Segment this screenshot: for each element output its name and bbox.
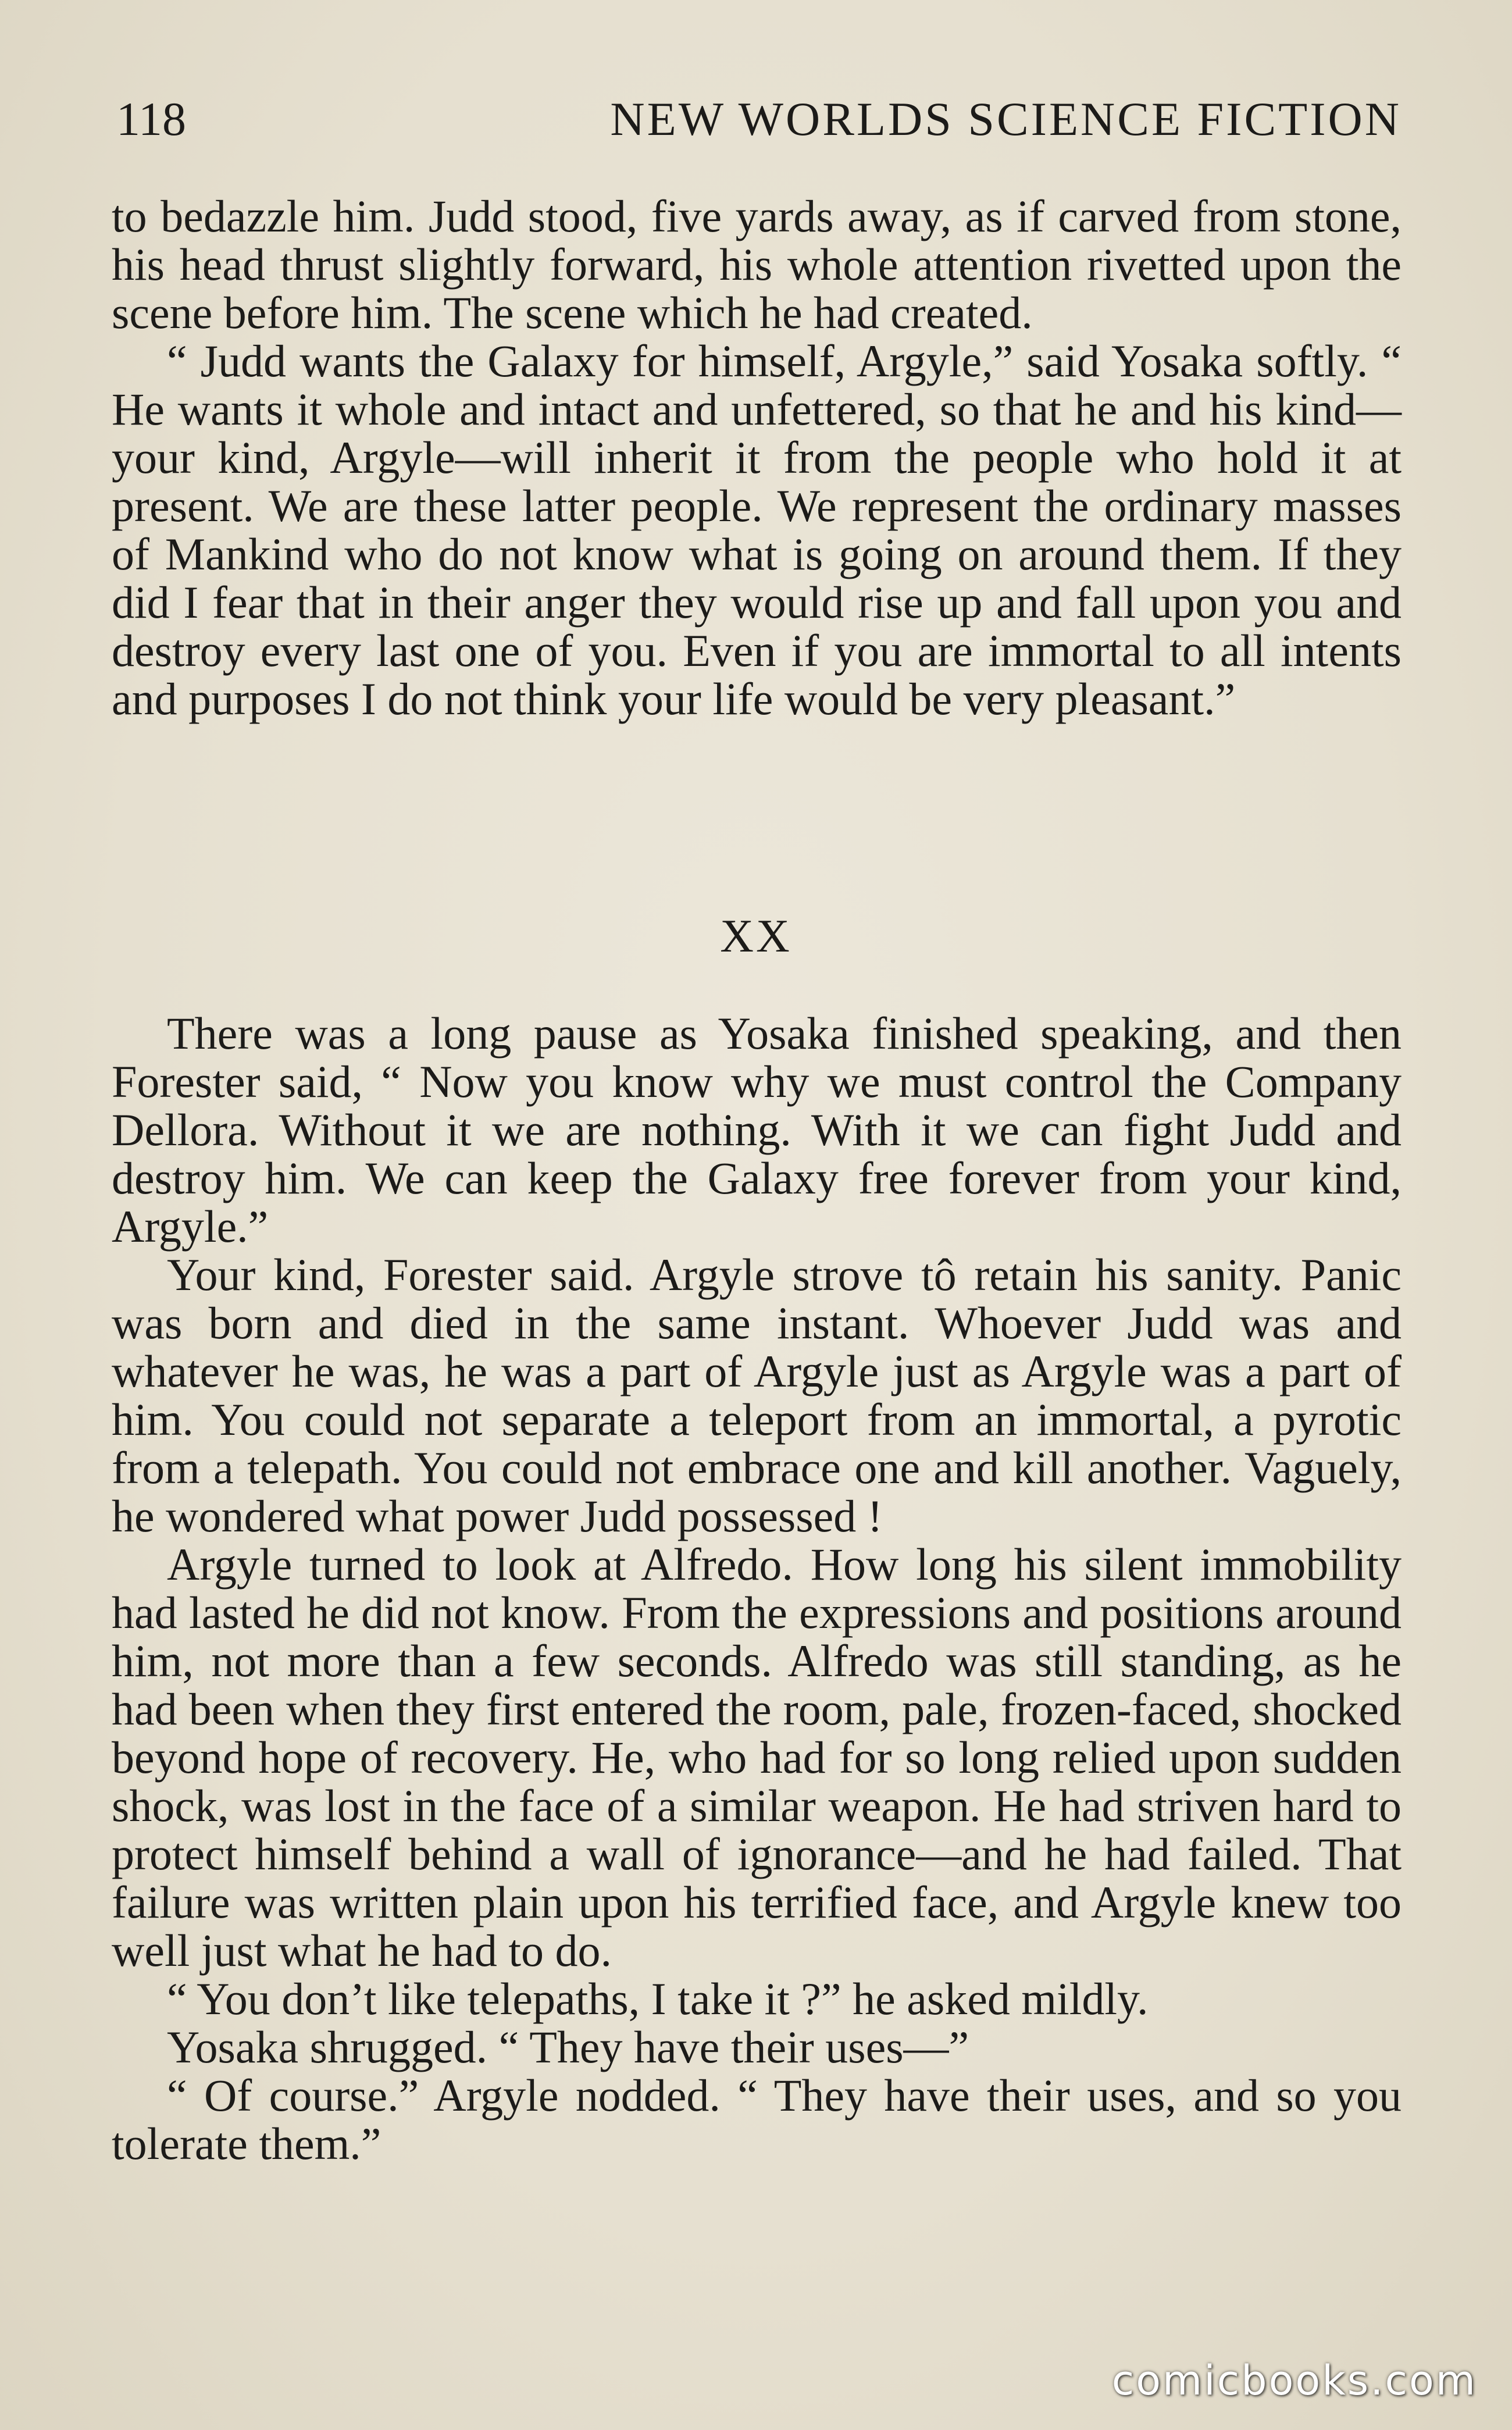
chapter-heading: XX — [720, 911, 792, 962]
paragraph: There was a long pause as Yosaka finished speaking, and then Forester said, “ Now you know why we must control the Company Dellora. Without it we are nothing. With it we can fight Judd and destroy him. We can keep the Galaxy free forever from your kind, Argyle.” — [112, 1008, 1402, 1252]
paragraph: to bedazzle him. Judd stood, five yards away, as if carved from stone, his head thrust slightly forward, his whole attention rivetted upon the scene before him. The scene which he had created. — [112, 191, 1402, 338]
running-head: NEW WORLDS SCIENCE FICTION — [610, 92, 1402, 145]
paragraph: Your kind, Forester said. Argyle strove tô retain his sanity. Panic was born and died in the same instant. Whoever Judd was and whatever he was, he was a part of Argyle just as Argyle was a part of him. You could not separate a teleport from an immortal, a pyrotic from a telepath. You could not embrace one and kill another. Vaguely, he wondered what power Judd possessed ! — [112, 1249, 1402, 1541]
page-number: 118 — [116, 92, 186, 145]
paragraph: “ You don’t like telepaths, I take it ?” he asked mildly. — [167, 1973, 1149, 2024]
page-header — [116, 87, 1402, 151]
paragraph: “ Of course.” Argyle nodded. “ They have their uses, and so you tolerate them.” — [112, 2070, 1402, 2169]
text-block-bottom — [112, 1009, 1402, 2168]
text-block-top — [112, 192, 1402, 723]
paragraph: “ Judd wants the Galaxy for himself, Argyle,” said Yosaka softly. “ He wants it whole and intact and unfettered, so that he and his kind—your kind, Argyle—will inherit it from the people who hold it at present. We are these latter people. We represent the ordinary masses of Mankind who do not know what is going on around them. If they did I fear that in their anger they would rise up and fall upon you and destroy every last one of you. Even if you are immortal to all intents and purposes I do not think your life would be very pleasant.” — [112, 336, 1402, 724]
paragraph: Argyle turned to look at Alfredo. How long his silent immobility had lasted he did not know. From the expressions and positions around him, not more than a few seconds. Alfredo was still standing, as he had been when they first entered the room, pale, frozen-faced, shocked beyond hope of recovery. He, who had for so long relied upon sudden shock, was lost in the face of a similar weapon. He had striven hard to protect himself behind a wall of ignorance—and he had failed. That failure was written plain upon his terrified face, and Argyle knew too well just what he had to do. — [112, 1539, 1402, 1976]
site-watermark: comicbooks.com — [1111, 2357, 1477, 2404]
paragraph: Yosaka shrugged. “ They have their uses—” — [167, 2022, 969, 2072]
